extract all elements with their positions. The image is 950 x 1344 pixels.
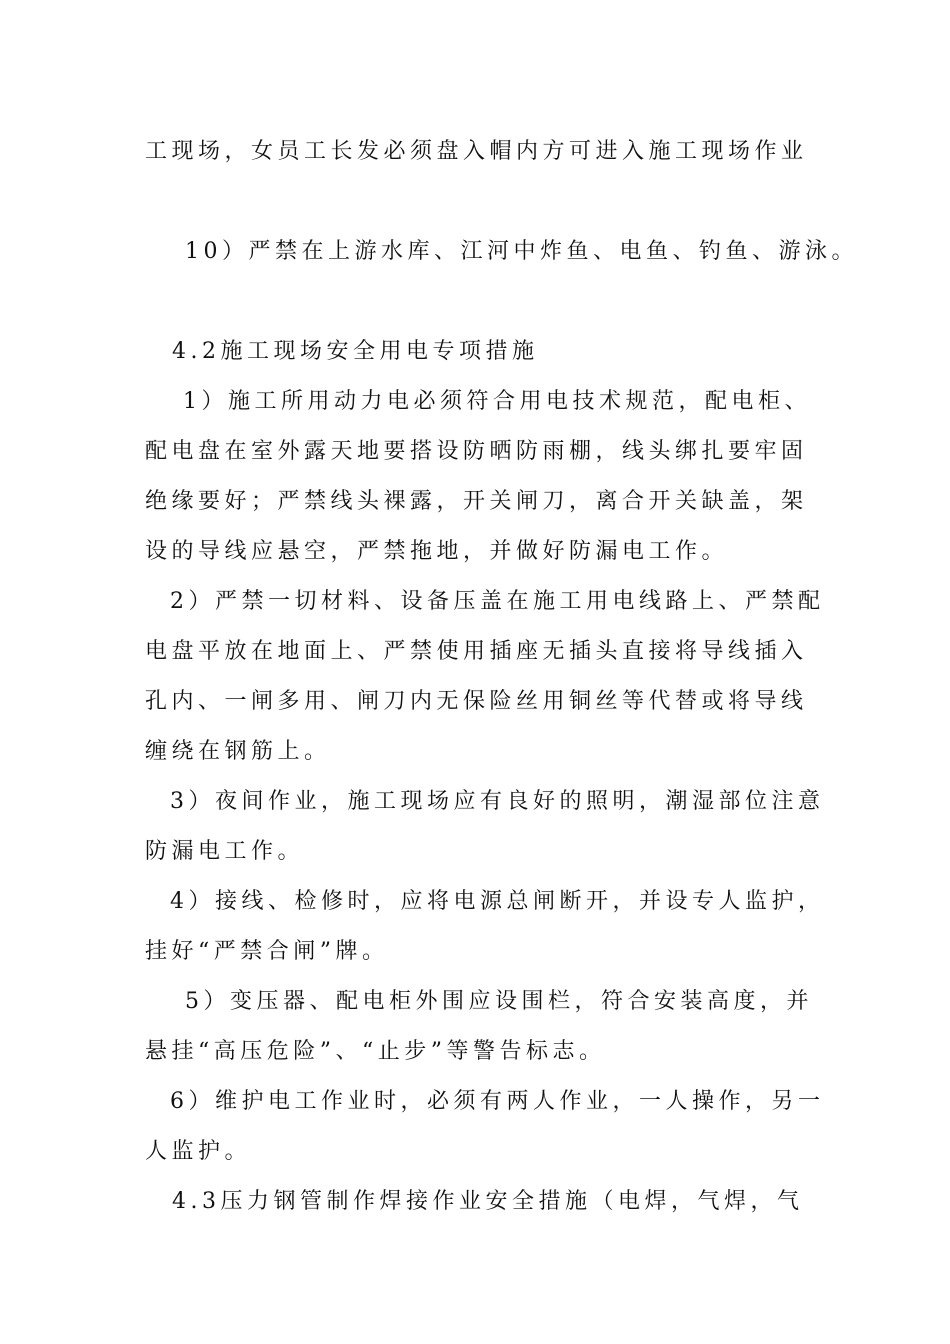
text-line-18: 6）维护电工作业时，必须有两人作业，一人操作，另一 [170, 1089, 825, 1114]
text-line-6: 绝缘要好；严禁线头裸露，开关闸刀，离合开关缺盖，架 [145, 489, 808, 514]
text-line-16: 5）变压器、配电柜外围应设围栏，符合安装高度，并 [185, 989, 813, 1014]
section-heading-4-2: 4.2施工现场安全用电专项措施 [172, 339, 539, 364]
text-line-13: 防漏电工作。 [145, 839, 305, 864]
text-line-9: 电盘平放在地面上、严禁使用插座无插头直接将导线插入 [145, 639, 808, 664]
text-line-2: 10）严禁在上游水库、江河中炸鱼、电鱼、钓鱼、游泳。 [185, 239, 858, 264]
text-line-19: 人监护。 [145, 1139, 252, 1164]
text-line-7: 设的导线应悬空，严禁拖地，并做好防漏电工作。 [145, 539, 729, 564]
text-line-17: 悬挂“高压危险”、“止步”等警告标志。 [145, 1039, 606, 1064]
text-line-15: 挂好“严禁合闸”牌。 [145, 939, 389, 964]
text-line-12: 3）夜间作业，施工现场应有良好的照明，潮湿部位注意 [170, 789, 825, 814]
text-line-8: 2）严禁一切材料、设备压盖在施工用电线路上、严禁配 [170, 589, 825, 614]
section-heading-4-3: 4.3压力钢管制作焊接作业安全措施（电焊，气焊，气 [172, 1189, 804, 1214]
text-line-10: 孔内、一闸多用、闸刀内无保险丝用铜丝等代替或将导线 [145, 689, 808, 714]
text-line-1: 工现场，女员工长发必须盘入帽内方可进入施工现场作业 [145, 139, 808, 164]
text-line-11: 缠绕在钢筋上。 [145, 739, 331, 764]
text-line-4: 1）施工所用动力电必须符合用电技术规范，配电柜、 [183, 389, 811, 414]
text-line-5: 配电盘在室外露天地要搭设防晒防雨棚，线头绑扎要牢固 [145, 439, 808, 464]
text-line-14: 4）接线、检修时，应将电源总闸断开，并设专人监护， [170, 889, 825, 914]
